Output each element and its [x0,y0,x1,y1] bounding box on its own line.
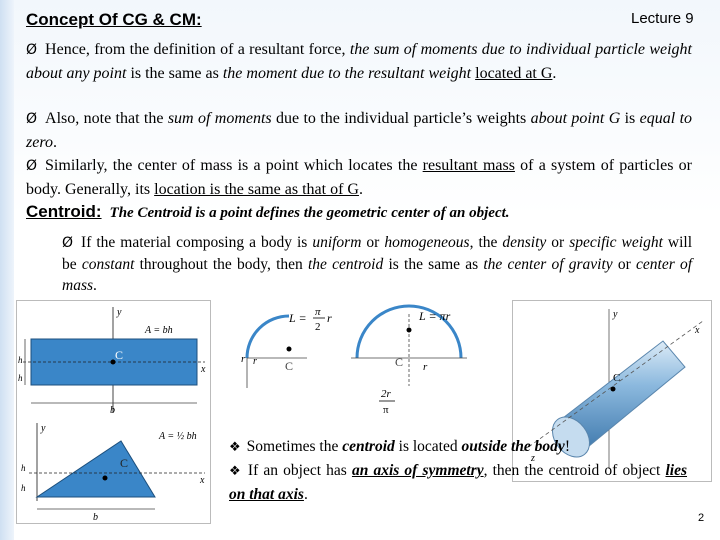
semicircle-length-label: L = πr [419,309,451,323]
quarter-length-num: π [315,306,321,318]
centroid-definition: Centroid: The Centroid is a point defines the geometric center of an object. [26,202,510,221]
arrow-bullet-icon: Ø [26,42,38,58]
figure-semicircle-arcs [233,300,475,418]
rect-centroid-label: C [115,348,124,362]
semicircle-centroid-label: C [395,355,404,369]
arrow-bullet-icon: Ø [26,111,38,127]
tri-x-label: x [200,475,205,486]
paragraph-resultant-force: Ø Hence, from the definition of a resultant force, the sum of moments due to individual particle weight about any point is the same as the moment due to the resultant weight located at G. [26,41,692,82]
paragraph-sum-moments: Ø Also, note that the sum of moments due to the individual particle’s weights about point G is equal to zero. [26,110,693,151]
tri-h-label: h [21,463,26,473]
quarter-length-r: r [327,311,332,325]
semicircle-centroid-dot [407,328,412,333]
paragraph-center-of-mass: Ø Similarly, the center of mass is a point which locates the resultant mass of a system of particles or body. Generally, its location is the same as that of G. [26,157,692,198]
rect-h2-label: h [18,373,23,383]
lecture-label: Lecture 9 [631,10,694,27]
rect-x-label: x [201,364,206,375]
rect-y-label: y [117,307,122,318]
figure-rectangle-triangle [16,300,211,524]
arrow-bullet-icon: Ø [26,158,38,174]
tri-centroid-dot [103,476,108,481]
diamond-bullet-icon: ❖ [229,440,241,455]
rectangle-triangle-diagram [17,301,210,523]
cylinder-z-label: z [531,453,535,464]
quarter-length-den: 2 [315,321,321,333]
arc-r-label: r [253,356,257,367]
tri-centroid-label: C [120,456,129,470]
rect-h-label: h [18,355,23,365]
page-number: 2 [698,512,705,524]
note-axis-symmetry: ❖ If an object has an axis of symmetry, then the centroid of object lies on that axis. [229,462,688,503]
rect-b-label: b [110,405,115,416]
quarter-r-label: r [241,353,246,365]
note-centroid-outside: ❖ Sometimes the centroid is located outside the body! [229,438,570,455]
semicircle-r-label: r [423,361,428,373]
cylinder-centroid-label: C [613,372,621,384]
left-border [0,0,14,540]
quarter-length-label: L = [289,311,307,325]
diamond-bullet-icon: ❖ [229,464,242,479]
slide-title: Concept Of CG & CM: [26,10,202,29]
tri-h3-label: h [21,483,26,493]
semicircle-y-num: 2r [381,388,391,400]
tri-b-label: b [93,512,98,523]
cylinder-y-label: y [613,309,618,320]
quarter-centroid-label: C [285,359,294,373]
notes-section [229,435,687,506]
tri-shape [37,441,155,497]
quarter-arc [247,316,289,358]
tri-y-label: y [41,423,46,434]
semicircle-y-den: π [383,404,389,416]
quarter-centroid-dot [287,347,292,352]
centroid-label: Centroid: [26,202,102,221]
cylinder-centroid-dot [611,387,616,392]
cylinder-x-label: x [695,325,700,336]
tri-area-label: A = ½ bh [159,431,197,442]
semicircle-arcs-diagram [233,300,475,418]
arrow-bullet-icon: Ø [62,235,74,251]
subpoint-uniform-material: Ø If the material composing a body is uniform or homogeneous, the density or specific weight will be constant throughout the body, then the centroid is the same as the center of gravity or center of mass. [62,234,693,294]
rect-area-label: A = bh [145,325,173,336]
